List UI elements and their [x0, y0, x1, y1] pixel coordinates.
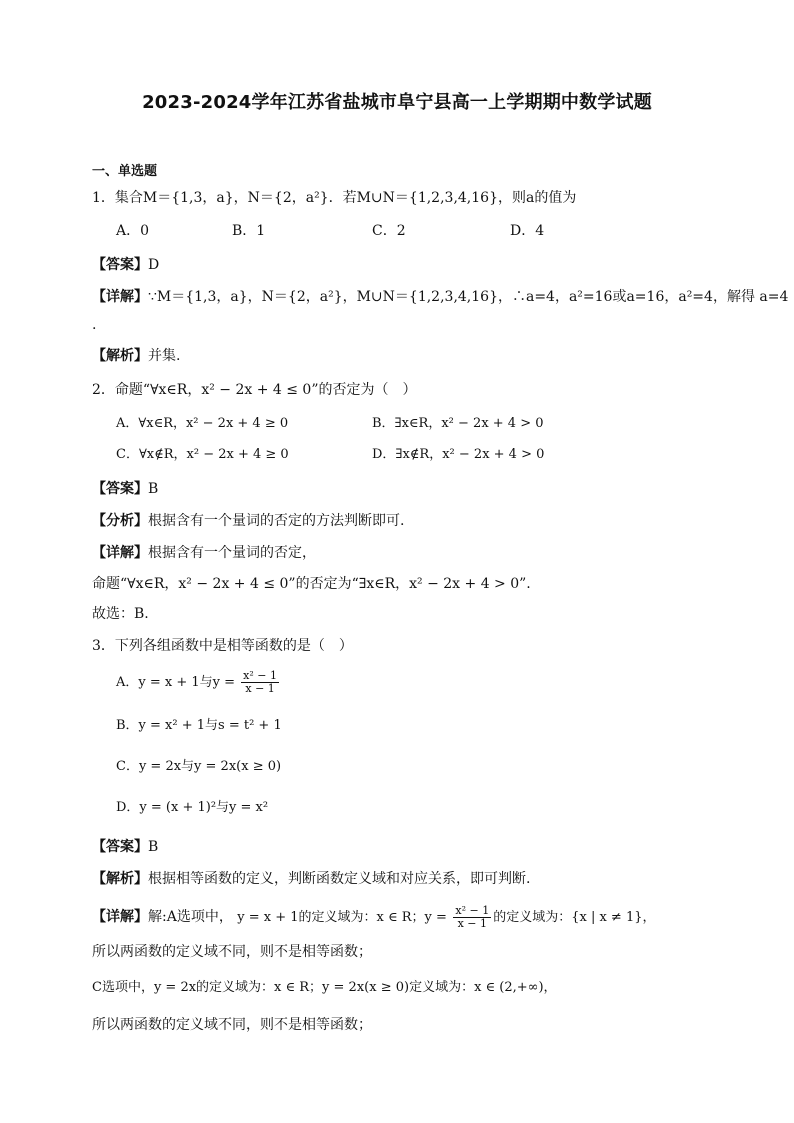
q3-detail-fraction: [453, 905, 491, 930]
analysis-tag: 【解析】: [92, 348, 148, 364]
q2-detail: 根据含有一个量词的否定，: [148, 545, 316, 561]
q3-answer-line: [92, 837, 158, 857]
answer-tag: 【答案】: [92, 481, 148, 497]
q3-detail-a3: 的定义域为：{x | x ≠ 1}，: [493, 910, 656, 925]
q1-option-c: C．2: [372, 223, 406, 239]
answer-tag: 【答案】: [92, 257, 148, 273]
q3-option-d: D．y = (x + 1)²与y = x²: [116, 800, 269, 815]
q2-answer: B: [148, 481, 159, 497]
analysis-tag: 【解析】: [92, 871, 148, 887]
q2-option-b: B．∃x∈R，x² − 2x + 4 > 0: [372, 416, 544, 431]
q3-option-a-prefix: A．: [116, 675, 139, 690]
q2-detail-line2: 命题“∀x∈R，x² − 2x + 4 ≤ 0”的否定为“∃x∈R，x² − 2x + 4 > 0”.: [92, 576, 531, 592]
q1-detail: ∵M＝{1,3，a}，N＝{2，a²}，M∪N＝{1,2,3,4,16}，∴a=4，a²=16或a=16，a²=4，解得 a=4: [148, 289, 789, 305]
q3-analysis: 根据相等函数的定义，判断函数定义域和对应关系，即可判断.: [148, 871, 531, 887]
fraction-denominator: x − 1: [245, 682, 275, 695]
q2-option-d: D．∃x∉R，x² − 2x + 4 > 0: [372, 447, 545, 462]
q1-analysis-line: [92, 346, 180, 366]
q3-option-a: [116, 670, 281, 696]
q2-choice: 故选：B.: [92, 606, 149, 622]
q2-option-c: C．∀x∉R，x² − 2x + 4 ≥ 0: [116, 447, 289, 462]
page-title: 2023-2024学年江苏省盐城市阜宁县高一上学期期中数学试题: [142, 92, 652, 113]
section-heading: 一、单选题: [92, 164, 158, 179]
q1-option-d: D．4: [510, 223, 545, 239]
q2-detail-line: [92, 543, 316, 563]
q2-option-a: A．∀x∈R，x² − 2x + 4 ≥ 0: [116, 416, 289, 431]
q3-stem: 3．下列各组函数中是相等函数的是（ ）: [92, 638, 353, 654]
q3-analysis-line: [92, 869, 530, 889]
fraction-numerator: x² − 1: [243, 669, 277, 682]
detail-tag: 【详解】: [92, 545, 148, 561]
q3-conclusion-1: 所以两函数的定义域不同，则不是相等函数；: [92, 944, 372, 960]
q3-option-a-left: y = x + 1与y =: [138, 675, 236, 690]
q1-option-b: B．1: [232, 223, 266, 239]
q3-conclusion-2: 所以两函数的定义域不同，则不是相等函数；: [92, 1017, 372, 1033]
q1-answer-line: [92, 255, 159, 275]
q3-option-b: B．y = x² + 1与s = t² + 1: [116, 718, 282, 733]
q2-fenxi-line: [92, 511, 404, 531]
q1-detail-line: [92, 287, 788, 307]
detail-tag: 【详解】: [92, 909, 148, 925]
q3-c-line: C选项中，y = 2x的定义域为：x ∈ R；y = 2x(x ≥ 0)定义域为：x ∈ (2,+∞)，: [92, 980, 557, 995]
q1-answer: D: [148, 257, 160, 273]
q1-stem: 1．集合M＝{1,3，a}，N＝{2，a²}．若M∪N＝{1,2,3,4,16}，则a的值为: [92, 190, 577, 206]
answer-tag: 【答案】: [92, 839, 148, 855]
q3-detail-line: [92, 903, 655, 932]
fenxi-tag: 【分析】: [92, 513, 148, 529]
q1-analysis: 并集.: [148, 348, 181, 364]
q2-stem: 2．命题“∀x∈R，x² − 2x + 4 ≤ 0”的否定为（ ）: [92, 382, 417, 398]
q1-detail-end: .: [92, 317, 97, 333]
fraction-numerator: x² − 1: [455, 903, 490, 917]
q3-option-c: C．y = 2x与y = 2x(x ≥ 0): [116, 759, 282, 774]
q1-option-a: A．0: [116, 223, 150, 239]
fraction-denominator: x − 1: [457, 916, 487, 930]
q2-fenxi: 根据含有一个量词的否定的方法判断即可.: [148, 513, 405, 529]
q3-detail-a1: 解:A选项中，: [148, 909, 233, 925]
detail-tag: 【详解】: [92, 289, 148, 305]
q3-answer: B: [148, 839, 159, 855]
q2-answer-line: [92, 479, 158, 499]
q3-detail-a2: y = x + 1的定义域为：x ∈ R；y =: [237, 910, 447, 925]
q3-option-a-fraction: [241, 670, 279, 695]
